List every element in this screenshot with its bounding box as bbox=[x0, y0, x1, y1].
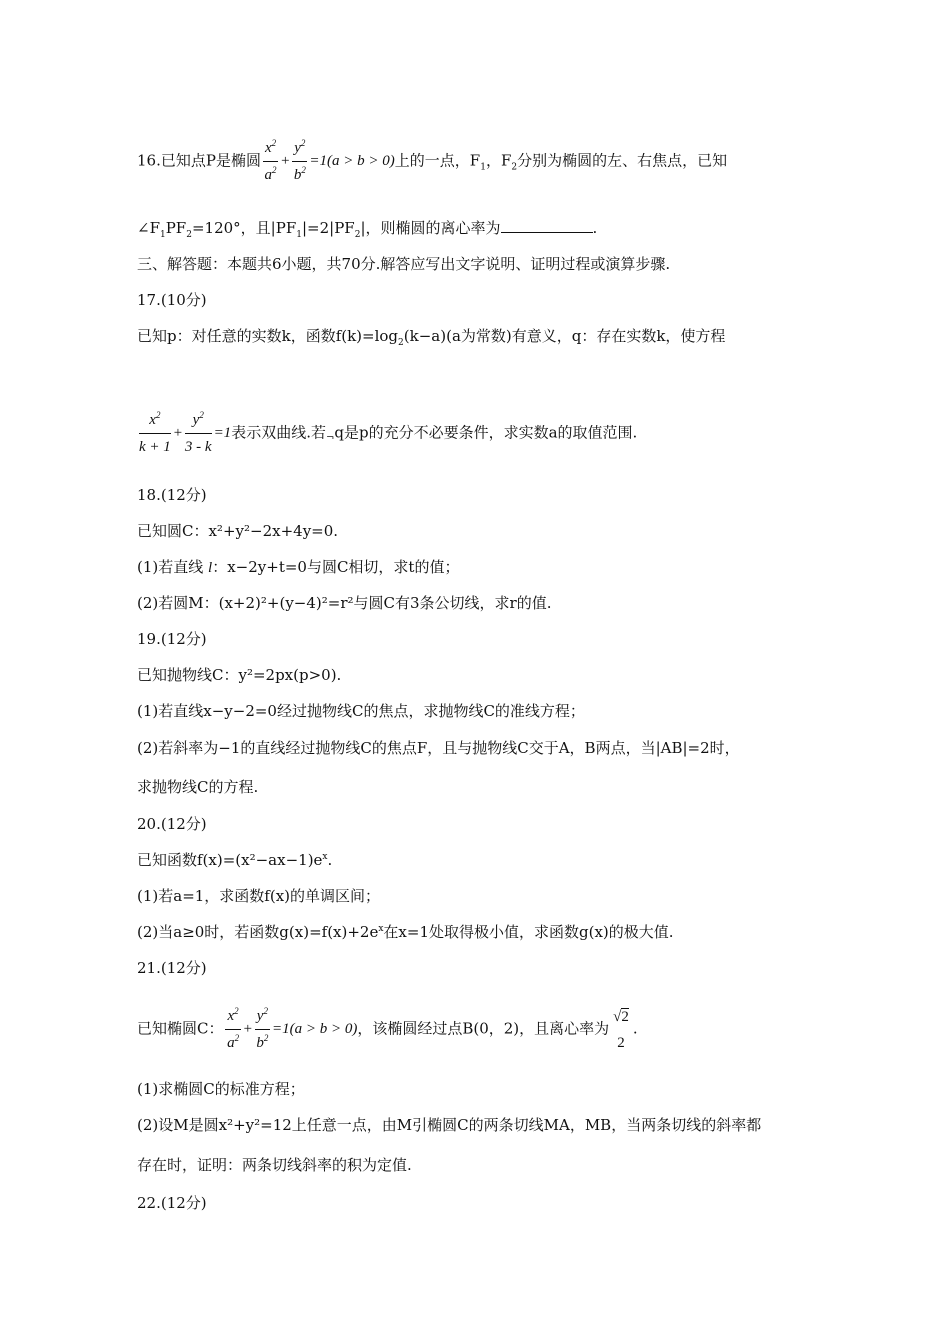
text: ∠F bbox=[137, 219, 160, 237]
text: 在x=1处取得极小值，求函数g(x)的极大值. bbox=[383, 923, 674, 941]
subscript: 1 bbox=[159, 230, 166, 240]
text: . bbox=[327, 851, 333, 869]
subscript: 2 bbox=[398, 338, 404, 348]
q20-line1 bbox=[137, 850, 332, 870]
q21-line2: (1)求椭圆C的标准方程； bbox=[137, 1080, 305, 1098]
q17-line1 bbox=[137, 326, 725, 346]
q21-heading: 21.(12分) bbox=[137, 959, 207, 977]
equation-tail: =1(a > b > 0) bbox=[271, 1020, 358, 1037]
q18-line3: (2)若圆M：(x+2)²+(y−4)²=r²与圆C有3条公切线，求r的值. bbox=[137, 594, 552, 612]
q21-line1 bbox=[137, 1006, 638, 1053]
text: . bbox=[632, 1019, 638, 1038]
superscript: x bbox=[378, 924, 384, 934]
fraction: $\frac{y^2}{b^2}$ bbox=[293, 138, 306, 183]
fraction: $\frac{x^2}{k + 1}$ bbox=[139, 410, 171, 455]
q19-heading: 19.(12分) bbox=[137, 630, 207, 648]
subscript: 2 bbox=[354, 230, 361, 240]
q16-end: 分别为椭圆的左、右焦点，已知 bbox=[517, 151, 728, 170]
superscript: x bbox=[322, 852, 328, 862]
q17-line2 bbox=[137, 410, 637, 457]
q17-heading: 17.(10分) bbox=[137, 291, 207, 309]
text: (1)若直线 bbox=[137, 558, 204, 576]
numerator: y bbox=[294, 140, 301, 156]
text: q是p的充分不必要条件，求实数a的取值范围. bbox=[334, 423, 638, 442]
denominator: b bbox=[293, 167, 302, 183]
numerator: y bbox=[256, 1008, 264, 1024]
equation-tail: =1 bbox=[213, 424, 232, 441]
text: =120°，且|PF bbox=[191, 219, 297, 237]
text: ，该椭圆经过点B(0，2)，且离心率为 bbox=[357, 1019, 610, 1038]
q16-ellipse-equation: $\frac{x^2}{a^2}$ + $\frac{y^2}{b^2}$ =1(a > b > 0) bbox=[264, 138, 395, 183]
q20-heading: 20.(12分) bbox=[137, 815, 207, 833]
text: . bbox=[592, 219, 598, 237]
q16-line2 bbox=[137, 218, 597, 238]
text: 已知椭圆C： bbox=[137, 1019, 224, 1038]
q21-line3: (2)设M是圆x²+y²=12上任意一点，由M引椭圆C的两条切线MA，MB，当两条切线的斜率都 bbox=[137, 1116, 762, 1134]
denominator: k + 1 bbox=[139, 439, 171, 455]
section-heading: 三、解答题：本题共6小题，共70分.解答应写出文字说明、证明过程或演算步骤. bbox=[137, 255, 671, 273]
q19-line4: 求抛物线C的方程. bbox=[137, 778, 259, 796]
numerator: x bbox=[264, 140, 272, 156]
sqrt-radicand: 2 bbox=[621, 1008, 629, 1025]
subscript: 2 bbox=[511, 162, 518, 173]
q16-mid: ，F bbox=[485, 151, 512, 170]
subscript: 1 bbox=[296, 230, 302, 240]
text: (2)当a≥0时，若函数g(x)=f(x)+2e bbox=[137, 923, 379, 941]
fraction: $\frac{x^2}{a^2}$ bbox=[264, 138, 277, 183]
text: 已知p：对任意的实数k，函数f(k)=log bbox=[137, 327, 399, 345]
q19-line2: (1)若直线x−y−2=0经过抛物线C的焦点，求抛物线C的准线方程； bbox=[137, 702, 585, 720]
text: 已知函数f(x)=(x²−ax−1)e bbox=[137, 851, 323, 869]
q20-line2: (1)若a=1，求函数f(x)的单调区间； bbox=[137, 887, 381, 905]
q21-line4: 存在时，证明：两条切线斜率的积为定值. bbox=[137, 1156, 412, 1174]
q16-line1 bbox=[137, 138, 727, 185]
text: (k−a)(a为常数)有意义，q：存在实数k，使方程 bbox=[403, 327, 726, 345]
denominator: a bbox=[264, 167, 273, 183]
subscript: 2 bbox=[186, 230, 192, 240]
q18-line1: 已知圆C：x²+y²−2x+4y=0. bbox=[137, 522, 339, 540]
text: |=2|PF bbox=[301, 219, 355, 237]
answer-blank bbox=[501, 218, 593, 233]
q22-heading: 22.(12分) bbox=[137, 1194, 207, 1212]
fraction: $\frac{y^2}{3 - k}$ bbox=[184, 410, 212, 455]
q19-line3: (2)若斜率为−1的直线经过抛物线C的焦点F，且与抛物线C交于A，B两点，当|AB|=2时， bbox=[137, 739, 740, 757]
text: ：x−2y+t=0与圆C相切，求t的值； bbox=[212, 558, 460, 576]
hyperbola-equation: $\frac{x^2}{k + 1}$ + $\frac{y^2}{3 - k}$ =1 bbox=[139, 410, 232, 455]
q20-line3 bbox=[137, 922, 674, 942]
denominator: a bbox=[227, 1035, 235, 1051]
q18-heading: 18.(12分) bbox=[137, 486, 207, 504]
numerator: x bbox=[149, 412, 156, 428]
eccentricity-fraction: √2 2 bbox=[613, 1008, 629, 1051]
q16-prefix: 16.已知点P是椭圆 bbox=[137, 151, 261, 170]
negation-symbol: ¬ bbox=[325, 432, 335, 444]
denominator: b bbox=[256, 1035, 264, 1051]
denominator: 2 bbox=[617, 1034, 625, 1051]
denominator: 3 - k bbox=[184, 439, 212, 455]
equation-tail: =1(a > b > 0) bbox=[309, 152, 395, 169]
numerator: y bbox=[192, 412, 200, 428]
text: 表示双曲线.若 bbox=[231, 423, 326, 442]
ellipse-equation: $\frac{x^2}{a^2}$ + $\frac{y^2}{b^2}$ =1(a > b > 0) bbox=[227, 1006, 358, 1051]
line-symbol: l bbox=[208, 560, 213, 576]
text: PF bbox=[165, 219, 187, 237]
fraction: $\frac{y^2}{b^2}$ bbox=[256, 1006, 269, 1051]
q16-suffix: 上的一点，F bbox=[394, 151, 481, 170]
subscript: 1 bbox=[480, 162, 486, 173]
q19-line1: 已知抛物线C：y²=2px(p>0). bbox=[137, 666, 342, 684]
q18-line2 bbox=[137, 557, 459, 578]
text: |，则椭圆的离心率为 bbox=[360, 219, 501, 237]
numerator: x bbox=[227, 1008, 235, 1024]
fraction: $\frac{x^2}{a^2}$ bbox=[227, 1006, 240, 1051]
